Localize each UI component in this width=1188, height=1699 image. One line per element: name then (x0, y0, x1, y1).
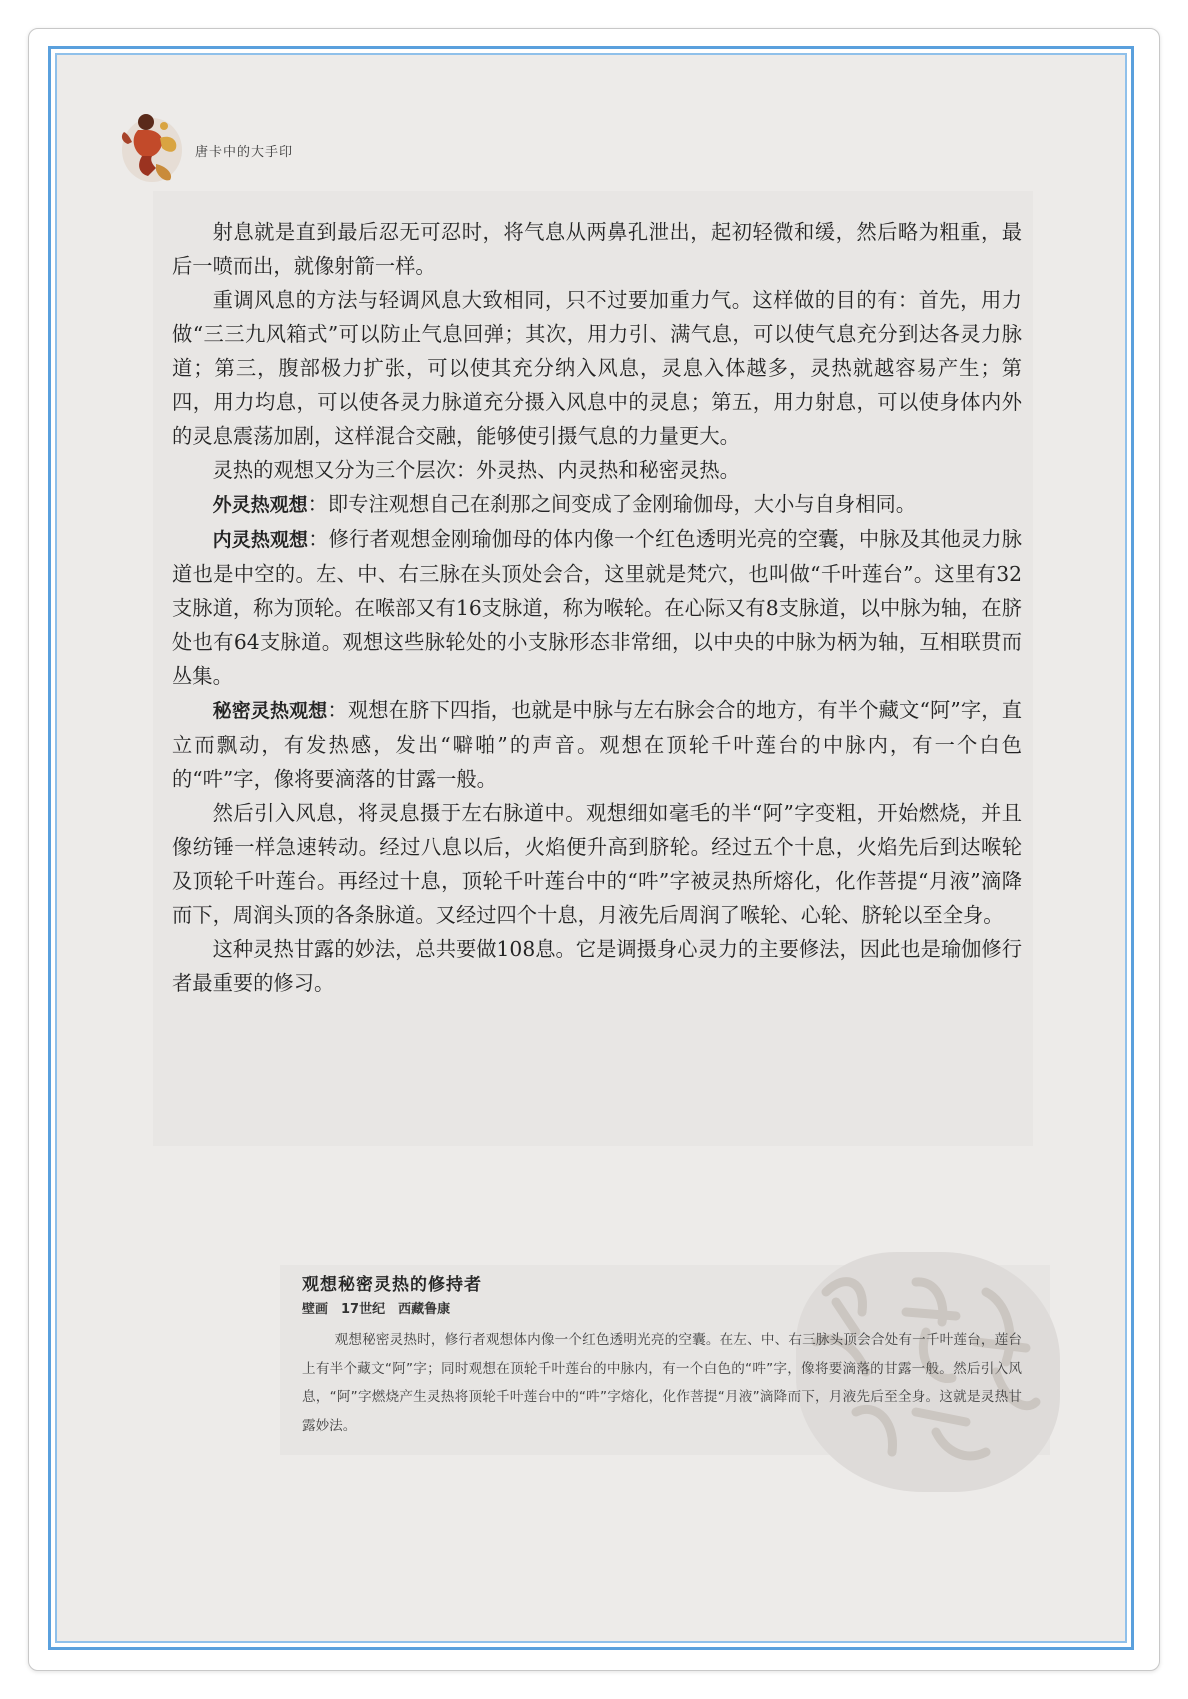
term-inner-heat: 内灵热观想 (212, 529, 309, 551)
paragraph-4 (172, 487, 1022, 522)
caption-title: 观想秘密灵热的修持者 (302, 1275, 482, 1295)
running-title: 唐卡中的大手印 (195, 145, 294, 160)
paragraph-5 (172, 522, 1022, 693)
running-head (116, 108, 376, 188)
term-outer-heat: 外灵热观想 (212, 494, 308, 516)
term-secret-heat: 秘密灵热观想 (212, 700, 328, 722)
paragraph-8: 这种灵热甘露的妙法，总共要做108息。它是调摄身心灵力的主要修法，因此也是瑜伽修行者最重要的修习。 (172, 937, 1022, 995)
paragraph-7: 然后引入风息，将灵息摄于左右脉道中。观想细如毫毛的半“阿”字变粗，开始燃烧，并且像纺锤一样急速转动。经过八息以后，火焰便升高到脐轮。经过五个十息，火焰先后到达喉轮及顶轮千叶莲台。再经过十息，顶轮千叶莲台中的“吽”字被灵热所熔化，化作菩提“月液”滴降而下，周润头顶的各条脉道。又经过四个十息，月液先后周润了喉轮、心轮、脐轮以至全身。 (172, 801, 1022, 927)
paragraph-3: 灵热的观想又分为三个层次：外灵热、内灵热和秘密灵热。 (212, 458, 740, 482)
paragraph-6-text: ：观想在脐下四指，也就是中脉与左右脉会合的地方，有半个藏文“阿”字，直立而飘动，有发热感，发出“噼啪”的声音。观想在顶轮千叶莲台的中脉内，有一个白色的“吽”字，像将要滴落的甘露一般。 (172, 698, 1022, 791)
paragraph-6 (172, 693, 1022, 796)
caption-text: 观想秘密灵热时，修行者观想体内像一个红色透明光亮的空囊。在左、中、右三脉头顶会合处有一千叶莲台，莲台上有半个藏文“阿”字；同时观想在顶轮千叶莲台的中脉内，有一个白色的“吽”字，像将要滴落的甘露一般。然后引入风息，“阿”字燃烧产生灵热将顶轮千叶莲台中的“吽”字熔化，化作菩提“月液”滴降而下，月液先后至全身。这就是灵热甘露妙法。 (302, 1332, 1022, 1434)
paragraph-2: 重调风息的方法与轻调风息大致相同，只不过要加重力气。这样做的目的有：首先，用力做“三三九风箱式”可以防止气息回弹；其次，用力引、满气息，可以使气息充分到达各灵力脉道；第三，腹部极力扩张，可以使其充分纳入风息，灵息入体越多，灵热就越容易产生；第四，用力均息，可以使各灵力脉道充分摄入风息中的灵息；第五，用力射息，可以使身体内外的灵息震荡加剧，这样混合交融，能够使引摄气息的力量更大。 (172, 288, 1022, 448)
body-text (172, 215, 1022, 1000)
paragraph-5-text: ：修行者观想金刚瑜伽母的体内像一个红色透明光亮的空囊，中脉及其他灵力脉道也是中空的。左、中、右三脉在头顶处会合，这里就是梵穴，也叫做“千叶莲台”。这里有32支脉道，称为顶轮。在喉部又有16支脉道，称为喉轮。在心际又有8支脉道，以中脉为轴，在脐处也有64支脉道。观想这些脉轮处的小支脉形态非常细，以中央的中脉为柄为轴，互相联贯而丛集。 (172, 527, 1022, 688)
paragraph-4-text: ：即专注观想自己在刹那之间变成了金刚瑜伽母，大小与自身相同。 (307, 492, 917, 516)
tibetan-figure-icon (116, 108, 188, 186)
caption-meta: 壁画 17世纪 西藏鲁康 (302, 1302, 451, 1317)
paragraph-1: 射息就是直到最后忍无可忍时，将气息从两鼻孔泄出，起初轻微和缓，然后略为粗重，最后一喷而出，就像射箭一样。 (172, 220, 1022, 278)
